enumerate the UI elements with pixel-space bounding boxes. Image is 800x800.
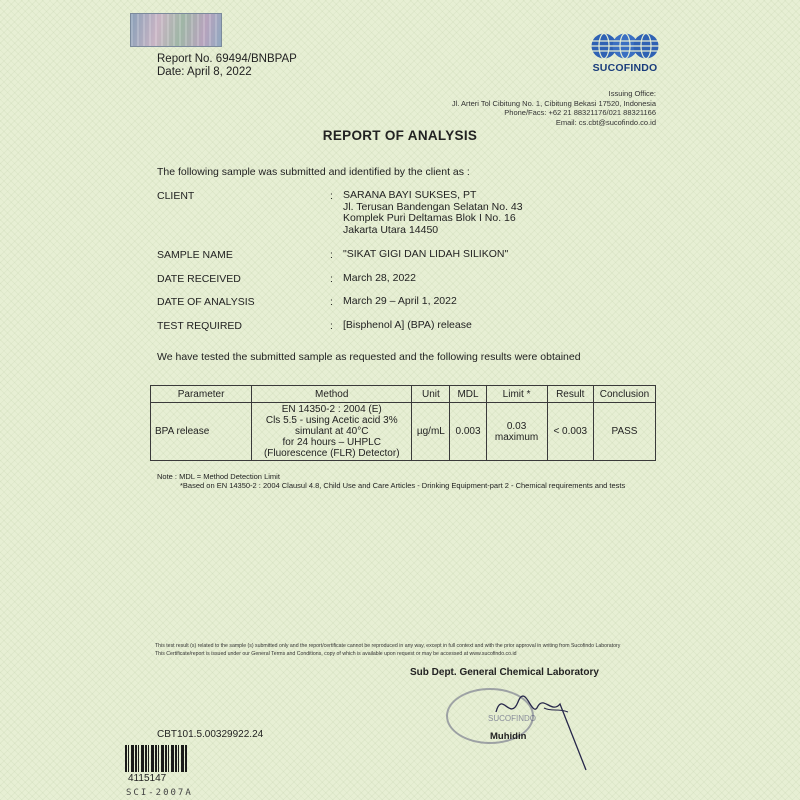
issuing-office-label: Issuing Office: xyxy=(608,89,656,98)
results-table xyxy=(150,385,656,461)
signatory-department: Sub Dept. General Chemical Laboratory xyxy=(410,667,599,678)
method-line: simulant at 40°C xyxy=(294,426,369,437)
disclaimer-line: This Certificate/report is issued under our General Terms and Conditions, copy of which is available upon request or may be accessed at www.sucofindo.co.id xyxy=(155,651,517,657)
signature-icon xyxy=(440,682,630,772)
parameter-cell: BPA release xyxy=(151,403,252,461)
colon: : xyxy=(330,320,333,332)
colon: : xyxy=(330,190,333,202)
serial-number: 4115147 xyxy=(128,773,167,784)
method-line: (Fluorescence (FLR) Detector) xyxy=(263,448,400,459)
report-title: REPORT OF ANALYSIS xyxy=(322,128,478,143)
column-header: Parameter xyxy=(151,386,252,403)
svg-text:SUCOFINDO: SUCOFINDO xyxy=(488,714,536,723)
test-required-label: TEST REQUIRED xyxy=(157,320,242,332)
test-required-value: [Bisphenol A] (BPA) release xyxy=(343,319,472,331)
intro-text: The following sample was submitted and identified by the client as : xyxy=(157,166,470,178)
issuing-office-phone: Phone/Facs: +62 21 88321176/021 88321166 xyxy=(504,108,656,117)
sample-name-value: "SIKAT GIGI DAN LIDAH SILIKON" xyxy=(343,248,509,260)
client-address-line: Jl. Terusan Bandengan Selatan No. 43 xyxy=(343,200,523,213)
note-limit-basis: *Based on EN 14350-2 : 2004 Clausul 4.8, Child Use and Care Articles - Drinking Equipment-part 2 - Chemical requirements and tests xyxy=(180,481,626,490)
form-code: SCI-2007A xyxy=(126,788,193,798)
client-address-line: Komplek Puri Deltamas Blok I No. 16 xyxy=(343,212,516,224)
date-of-analysis-label: DATE OF ANALYSIS xyxy=(157,296,255,308)
sample-name-label: SAMPLE NAME xyxy=(157,249,233,261)
note-mdl: Note : MDL = Method Detection Limit xyxy=(157,472,280,481)
colon: : xyxy=(330,296,333,308)
issuing-office-address: Jl. Arteri Tol Cibitung No. 1, Cibitung Bekasi 17520, Indonesia xyxy=(451,98,656,108)
client-value xyxy=(343,190,523,236)
column-header: Method xyxy=(252,386,412,403)
signatory-name: Muhidin xyxy=(490,731,527,742)
results-intro: We have tested the submitted sample as requested and the following results were obtained xyxy=(157,351,581,363)
client-address-line: Jakarta Utara 14450 xyxy=(343,223,439,236)
colon: : xyxy=(330,273,333,285)
method-line: Cls 5.5 - using Acetic acid 3% xyxy=(265,415,398,426)
issuing-office-email: Email: cs.cbt@sucofindo.co.id xyxy=(555,117,656,127)
table-row xyxy=(151,403,656,461)
date-received-label: DATE RECEIVED xyxy=(157,273,241,285)
method-line: for 24 hours – UHPLC xyxy=(282,437,381,448)
sucofindo-logo-text: SUCOFINDO xyxy=(592,62,658,74)
mdl-cell: 0.003 xyxy=(450,403,486,461)
report-number: Report No. 69494/BNBPAP xyxy=(157,53,297,65)
report-date: Date: April 8, 2022 xyxy=(157,66,252,78)
barcode-icon xyxy=(125,745,187,772)
limit-cell xyxy=(486,403,547,461)
limit-qualifier: maximum xyxy=(494,431,539,443)
method-cell xyxy=(252,403,412,461)
result-cell: < 0.003 xyxy=(547,403,593,461)
column-header: Limit * xyxy=(486,386,547,403)
document-code: CBT101.5.00329922.24 xyxy=(157,729,264,740)
limit-value: 0.03 xyxy=(506,420,527,432)
column-header: Conclusion xyxy=(594,386,656,403)
hologram-seal-icon xyxy=(130,13,222,47)
date-received-value: March 28, 2022 xyxy=(343,272,416,284)
issuing-office xyxy=(452,89,656,127)
sucofindo-globe-logo-icon xyxy=(590,32,660,60)
disclaimer-line: This test result (s) related to the sample (s) submitted only and the report/certificate cannot be reproduced in any way, except in full context and with the prior approval in writing from Sucofindo Laboratory xyxy=(155,643,621,649)
date-of-analysis-value: March 29 – April 1, 2022 xyxy=(343,295,457,307)
client-name: SARANA BAYI SUKSES, PT xyxy=(343,189,477,201)
unit-cell: µg/mL xyxy=(412,403,450,461)
column-header: MDL xyxy=(450,386,486,403)
method-line: EN 14350-2 : 2004 (E) xyxy=(281,404,382,415)
disclaimer xyxy=(155,642,675,658)
column-header: Unit xyxy=(412,386,450,403)
client-label: CLIENT xyxy=(157,190,195,202)
table-header-row xyxy=(151,386,656,403)
column-header: Result xyxy=(547,386,593,403)
colon: : xyxy=(330,249,333,261)
conclusion-cell: PASS xyxy=(594,403,656,461)
